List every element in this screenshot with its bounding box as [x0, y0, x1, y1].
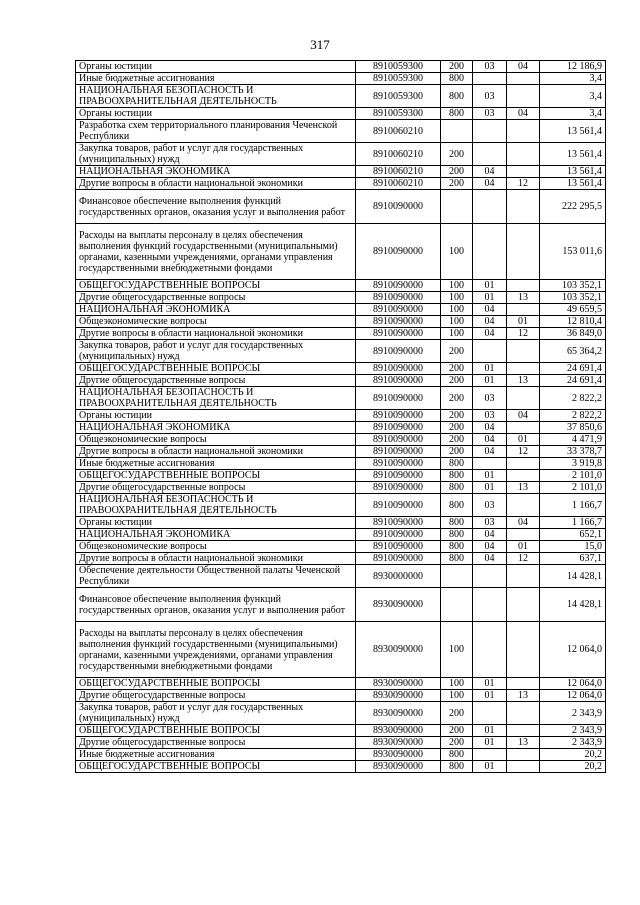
cell-name: ОБЩЕГОСУДАРСТВЕННЫЕ ВОПРОСЫ	[76, 470, 356, 482]
cell-amount: 3,4	[540, 85, 606, 108]
cell-name: Другие общегосударственные вопросы	[76, 375, 356, 387]
cell-section	[473, 120, 507, 143]
cell-target-article: 8930090000	[356, 737, 441, 749]
cell-subsection	[507, 387, 540, 410]
cell-section: 01	[473, 737, 507, 749]
cell-expense-type: 200	[441, 434, 473, 446]
cell-name: Органы юстиции	[76, 410, 356, 422]
table-row	[76, 328, 606, 340]
cell-name: НАЦИОНАЛЬНАЯ ЭКОНОМИКА	[76, 304, 356, 316]
cell-target-article: 8910090000	[356, 553, 441, 565]
cell-subsection: 04	[507, 108, 540, 120]
cell-subsection: 13	[507, 292, 540, 304]
table-row	[76, 143, 606, 166]
cell-section: 04	[473, 316, 507, 328]
cell-expense-type: 100	[441, 304, 473, 316]
table-row	[76, 529, 606, 541]
cell-target-article: 8910090000	[356, 304, 441, 316]
cell-subsection	[507, 702, 540, 725]
cell-name: Органы юстиции	[76, 517, 356, 529]
cell-amount: 24 691,4	[540, 375, 606, 387]
cell-subsection	[507, 749, 540, 761]
cell-subsection	[507, 725, 540, 737]
cell-target-article: 8910090000	[356, 280, 441, 292]
cell-amount: 12 810,4	[540, 316, 606, 328]
cell-amount: 103 352,1	[540, 280, 606, 292]
cell-amount: 3,4	[540, 108, 606, 120]
cell-name: Другие общегосударственные вопросы	[76, 292, 356, 304]
cell-target-article: 8910090000	[356, 375, 441, 387]
table-row	[76, 458, 606, 470]
cell-expense-type: 200	[441, 166, 473, 178]
cell-amount: 2 101,0	[540, 482, 606, 494]
cell-target-article: 8910090000	[356, 422, 441, 434]
cell-name: НАЦИОНАЛЬНАЯ ЭКОНОМИКА	[76, 529, 356, 541]
cell-expense-type	[441, 565, 473, 588]
cell-expense-type: 100	[441, 292, 473, 304]
cell-expense-type: 800	[441, 108, 473, 120]
cell-target-article: 8930090000	[356, 690, 441, 702]
table-row	[76, 387, 606, 410]
cell-section	[473, 622, 507, 678]
cell-section: 04	[473, 446, 507, 458]
cell-name: Иные бюджетные ассигнования	[76, 749, 356, 761]
table-row	[76, 120, 606, 143]
cell-section	[473, 190, 507, 224]
cell-name: НАЦИОНАЛЬНАЯ ЭКОНОМИКА	[76, 422, 356, 434]
cell-name: Разработка схем территориального планирования Чеченской Республики	[76, 120, 356, 143]
table-row	[76, 702, 606, 725]
cell-subsection	[507, 224, 540, 280]
cell-target-article: 8910059300	[356, 108, 441, 120]
cell-subsection	[507, 494, 540, 517]
cell-section: 03	[473, 85, 507, 108]
cell-target-article: 8910090000	[356, 363, 441, 375]
cell-subsection: 13	[507, 690, 540, 702]
cell-subsection	[507, 340, 540, 363]
cell-expense-type: 100	[441, 316, 473, 328]
cell-name: НАЦИОНАЛЬНАЯ БЕЗОПАСНОСТЬ И ПРАВООХРАНИТЕЛЬНАЯ ДЕЯТЕЛЬНОСТЬ	[76, 85, 356, 108]
cell-amount: 13 561,4	[540, 178, 606, 190]
cell-expense-type: 800	[441, 553, 473, 565]
cell-expense-type: 200	[441, 375, 473, 387]
cell-subsection: 04	[507, 410, 540, 422]
cell-section: 04	[473, 434, 507, 446]
cell-amount: 15,0	[540, 541, 606, 553]
cell-subsection	[507, 120, 540, 143]
cell-subsection	[507, 166, 540, 178]
table-row	[76, 280, 606, 292]
cell-expense-type: 200	[441, 725, 473, 737]
cell-expense-type: 800	[441, 482, 473, 494]
cell-expense-type: 800	[441, 517, 473, 529]
cell-amount: 3,4	[540, 73, 606, 85]
cell-name: Финансовое обеспечение выполнения функций государственных органов, оказания услуг и выполнения работ	[76, 190, 356, 224]
cell-section: 04	[473, 529, 507, 541]
cell-section: 01	[473, 690, 507, 702]
cell-name: Финансовое обеспечение выполнения функций государственных органов, оказания услуг и выполнения работ	[76, 588, 356, 622]
cell-target-article: 8910090000	[356, 224, 441, 280]
cell-section: 01	[473, 375, 507, 387]
cell-name: Закупка товаров, работ и услуг для государственных (муниципальных) нужд	[76, 143, 356, 166]
cell-expense-type: 200	[441, 410, 473, 422]
cell-section: 01	[473, 761, 507, 773]
cell-target-article: 8910060210	[356, 178, 441, 190]
table-row	[76, 108, 606, 120]
cell-section	[473, 143, 507, 166]
cell-name: НАЦИОНАЛЬНАЯ ЭКОНОМИКА	[76, 166, 356, 178]
cell-name: ОБЩЕГОСУДАРСТВЕННЫЕ ВОПРОСЫ	[76, 363, 356, 375]
cell-subsection	[507, 422, 540, 434]
table-row	[76, 178, 606, 190]
cell-target-article: 8910090000	[356, 328, 441, 340]
cell-name: Общеэкономические вопросы	[76, 434, 356, 446]
cell-expense-type	[441, 120, 473, 143]
cell-amount: 4 471,9	[540, 434, 606, 446]
table-row	[76, 470, 606, 482]
cell-expense-type: 200	[441, 178, 473, 190]
cell-section: 03	[473, 108, 507, 120]
cell-section: 03	[473, 387, 507, 410]
cell-section: 04	[473, 166, 507, 178]
cell-target-article: 8930090000	[356, 622, 441, 678]
cell-subsection	[507, 622, 540, 678]
cell-subsection	[507, 363, 540, 375]
cell-expense-type: 100	[441, 280, 473, 292]
cell-section	[473, 340, 507, 363]
cell-subsection	[507, 470, 540, 482]
cell-name: Закупка товаров, работ и услуг для государственных (муниципальных) нужд	[76, 702, 356, 725]
cell-target-article: 8910090000	[356, 541, 441, 553]
cell-expense-type: 200	[441, 61, 473, 73]
cell-amount: 222 295,5	[540, 190, 606, 224]
cell-name: НАЦИОНАЛЬНАЯ БЕЗОПАСНОСТЬ И ПРАВООХРАНИТЕЛЬНАЯ ДЕЯТЕЛЬНОСТЬ	[76, 387, 356, 410]
cell-name: Общеэкономические вопросы	[76, 541, 356, 553]
cell-name: Другие вопросы в области национальной экономики	[76, 553, 356, 565]
cell-amount: 2 822,2	[540, 410, 606, 422]
table-row	[76, 316, 606, 328]
cell-amount: 12 064,0	[540, 622, 606, 678]
table-row	[76, 622, 606, 678]
cell-subsection	[507, 678, 540, 690]
cell-section: 04	[473, 541, 507, 553]
cell-expense-type: 100	[441, 328, 473, 340]
cell-amount: 12 064,0	[540, 690, 606, 702]
table-row	[76, 61, 606, 73]
cell-name: Общеэкономические вопросы	[76, 316, 356, 328]
cell-subsection: 01	[507, 541, 540, 553]
cell-expense-type: 800	[441, 541, 473, 553]
cell-amount: 12 186,9	[540, 61, 606, 73]
table-row	[76, 737, 606, 749]
cell-subsection	[507, 529, 540, 541]
cell-target-article: 8930090000	[356, 678, 441, 690]
cell-target-article: 8910090000	[356, 316, 441, 328]
cell-subsection: 13	[507, 482, 540, 494]
cell-name: Органы юстиции	[76, 108, 356, 120]
cell-target-article: 8910090000	[356, 458, 441, 470]
table-row	[76, 482, 606, 494]
cell-target-article: 8910090000	[356, 190, 441, 224]
cell-target-article: 8910090000	[356, 517, 441, 529]
cell-name: Расходы на выплаты персоналу в целях обеспечения выполнения функций государственными (муниципальными) органами, казенными учреждениями, органами управления государственными внебюджетными фондами	[76, 224, 356, 280]
table-row	[76, 749, 606, 761]
cell-amount: 2 101,0	[540, 470, 606, 482]
cell-section: 04	[473, 553, 507, 565]
cell-name: НАЦИОНАЛЬНАЯ БЕЗОПАСНОСТЬ И ПРАВООХРАНИТЕЛЬНАЯ ДЕЯТЕЛЬНОСТЬ	[76, 494, 356, 517]
cell-section	[473, 458, 507, 470]
table-row	[76, 363, 606, 375]
cell-section: 01	[473, 363, 507, 375]
cell-amount: 103 352,1	[540, 292, 606, 304]
cell-target-article: 8910090000	[356, 482, 441, 494]
table-row	[76, 517, 606, 529]
cell-name: Другие общегосударственные вопросы	[76, 690, 356, 702]
cell-expense-type: 800	[441, 458, 473, 470]
cell-target-article: 8910090000	[356, 387, 441, 410]
cell-subsection: 13	[507, 375, 540, 387]
cell-expense-type: 800	[441, 494, 473, 517]
cell-section: 01	[473, 482, 507, 494]
cell-expense-type: 800	[441, 73, 473, 85]
cell-target-article: 8930000000	[356, 565, 441, 588]
cell-target-article: 8910060210	[356, 120, 441, 143]
cell-amount: 2 822,2	[540, 387, 606, 410]
cell-target-article: 8930090000	[356, 761, 441, 773]
cell-section: 01	[473, 470, 507, 482]
cell-name: Другие вопросы в области национальной экономики	[76, 178, 356, 190]
cell-target-article: 8930090000	[356, 749, 441, 761]
table-row	[76, 434, 606, 446]
cell-target-article: 8910090000	[356, 470, 441, 482]
cell-amount: 2 343,9	[540, 725, 606, 737]
cell-section: 01	[473, 292, 507, 304]
cell-section: 01	[473, 678, 507, 690]
cell-subsection: 01	[507, 316, 540, 328]
cell-subsection	[507, 565, 540, 588]
cell-target-article: 8910059300	[356, 61, 441, 73]
cell-expense-type: 800	[441, 85, 473, 108]
cell-section: 03	[473, 61, 507, 73]
cell-expense-type: 200	[441, 737, 473, 749]
cell-section: 01	[473, 725, 507, 737]
cell-expense-type: 100	[441, 224, 473, 280]
cell-name: Иные бюджетные ассигнования	[76, 73, 356, 85]
cell-amount: 13 561,4	[540, 120, 606, 143]
cell-expense-type: 200	[441, 422, 473, 434]
table-row	[76, 565, 606, 588]
cell-name: ОБЩЕГОСУДАРСТВЕННЫЕ ВОПРОСЫ	[76, 280, 356, 292]
cell-expense-type: 800	[441, 749, 473, 761]
cell-target-article: 8910090000	[356, 446, 441, 458]
cell-amount: 20,2	[540, 749, 606, 761]
cell-amount: 33 378,7	[540, 446, 606, 458]
cell-section: 03	[473, 494, 507, 517]
cell-target-article: 8910090000	[356, 292, 441, 304]
table-row	[76, 588, 606, 622]
table-row	[76, 541, 606, 553]
budget-table-body	[76, 61, 606, 773]
cell-section: 03	[473, 410, 507, 422]
cell-amount: 36 849,0	[540, 328, 606, 340]
cell-expense-type	[441, 588, 473, 622]
cell-amount: 637,1	[540, 553, 606, 565]
cell-section: 04	[473, 304, 507, 316]
cell-subsection	[507, 85, 540, 108]
cell-expense-type: 100	[441, 622, 473, 678]
cell-subsection: 12	[507, 178, 540, 190]
cell-expense-type: 200	[441, 363, 473, 375]
cell-section	[473, 588, 507, 622]
table-row	[76, 73, 606, 85]
cell-section	[473, 702, 507, 725]
cell-expense-type: 200	[441, 387, 473, 410]
cell-subsection	[507, 143, 540, 166]
cell-name: ОБЩЕГОСУДАРСТВЕННЫЕ ВОПРОСЫ	[76, 761, 356, 773]
cell-section: 04	[473, 422, 507, 434]
cell-target-article: 8910060210	[356, 166, 441, 178]
cell-name: ОБЩЕГОСУДАРСТВЕННЫЕ ВОПРОСЫ	[76, 678, 356, 690]
budget-table	[75, 60, 606, 773]
cell-section	[473, 73, 507, 85]
cell-section	[473, 565, 507, 588]
cell-expense-type: 800	[441, 761, 473, 773]
table-row	[76, 422, 606, 434]
cell-name: Другие общегосударственные вопросы	[76, 482, 356, 494]
cell-expense-type: 800	[441, 529, 473, 541]
table-row	[76, 410, 606, 422]
cell-expense-type: 200	[441, 340, 473, 363]
cell-amount: 2 343,9	[540, 702, 606, 725]
cell-target-article: 8910090000	[356, 410, 441, 422]
cell-name: Иные бюджетные ассигнования	[76, 458, 356, 470]
cell-amount: 65 364,2	[540, 340, 606, 363]
cell-amount: 652,1	[540, 529, 606, 541]
cell-target-article: 8910059300	[356, 73, 441, 85]
cell-target-article: 8910090000	[356, 494, 441, 517]
cell-amount: 13 561,4	[540, 166, 606, 178]
cell-subsection: 13	[507, 737, 540, 749]
cell-expense-type: 200	[441, 143, 473, 166]
cell-amount: 14 428,1	[540, 588, 606, 622]
cell-section: 01	[473, 280, 507, 292]
cell-name: Органы юстиции	[76, 61, 356, 73]
table-row	[76, 304, 606, 316]
cell-subsection: 12	[507, 328, 540, 340]
cell-expense-type: 800	[441, 470, 473, 482]
table-row	[76, 494, 606, 517]
table-row	[76, 166, 606, 178]
cell-target-article: 8930090000	[356, 702, 441, 725]
cell-target-article: 8910090000	[356, 434, 441, 446]
cell-amount: 24 691,4	[540, 363, 606, 375]
cell-target-article: 8910060210	[356, 143, 441, 166]
cell-subsection	[507, 304, 540, 316]
table-row	[76, 446, 606, 458]
cell-name: Расходы на выплаты персоналу в целях обеспечения выполнения функций государственными (муниципальными) органами, казенными учреждениями, органами управления государственными внебюджетными фондами	[76, 622, 356, 678]
cell-name: Другие вопросы в области национальной экономики	[76, 446, 356, 458]
cell-amount: 49 659,5	[540, 304, 606, 316]
table-row	[76, 85, 606, 108]
cell-subsection	[507, 761, 540, 773]
table-row	[76, 375, 606, 387]
cell-name: Другие общегосударственные вопросы	[76, 737, 356, 749]
cell-subsection	[507, 588, 540, 622]
cell-name: Обеспечение деятельности Общественной палаты Чеченской Республики	[76, 565, 356, 588]
table-row	[76, 725, 606, 737]
table-row	[76, 340, 606, 363]
cell-amount: 12 064,0	[540, 678, 606, 690]
cell-name: ОБЩЕГОСУДАРСТВЕННЫЕ ВОПРОСЫ	[76, 725, 356, 737]
cell-expense-type: 100	[441, 690, 473, 702]
cell-section: 03	[473, 517, 507, 529]
cell-expense-type: 200	[441, 702, 473, 725]
cell-amount: 2 343,9	[540, 737, 606, 749]
cell-name: Другие вопросы в области национальной экономики	[76, 328, 356, 340]
cell-subsection: 04	[507, 517, 540, 529]
cell-target-article: 8910090000	[356, 529, 441, 541]
cell-amount: 37 850,6	[540, 422, 606, 434]
table-row	[76, 292, 606, 304]
cell-section	[473, 749, 507, 761]
cell-name: Закупка товаров, работ и услуг для государственных (муниципальных) нужд	[76, 340, 356, 363]
cell-target-article: 8930090000	[356, 725, 441, 737]
table-row	[76, 224, 606, 280]
cell-subsection: 01	[507, 434, 540, 446]
cell-amount: 20,2	[540, 761, 606, 773]
cell-section: 04	[473, 178, 507, 190]
cell-subsection: 12	[507, 553, 540, 565]
cell-subsection	[507, 280, 540, 292]
cell-expense-type: 100	[441, 678, 473, 690]
cell-amount: 14 428,1	[540, 565, 606, 588]
cell-subsection	[507, 73, 540, 85]
cell-amount: 1 166,7	[540, 494, 606, 517]
cell-section	[473, 224, 507, 280]
cell-subsection: 04	[507, 61, 540, 73]
cell-target-article: 8910059300	[356, 85, 441, 108]
cell-amount: 3 919,8	[540, 458, 606, 470]
cell-target-article: 8910090000	[356, 340, 441, 363]
cell-subsection	[507, 458, 540, 470]
cell-amount: 1 166,7	[540, 517, 606, 529]
cell-expense-type	[441, 190, 473, 224]
cell-amount: 13 561,4	[540, 143, 606, 166]
cell-target-article: 8930090000	[356, 588, 441, 622]
table-row	[76, 761, 606, 773]
table-row	[76, 553, 606, 565]
cell-subsection	[507, 190, 540, 224]
cell-amount: 153 011,6	[540, 224, 606, 280]
table-row	[76, 190, 606, 224]
table-row	[76, 678, 606, 690]
cell-section: 04	[473, 328, 507, 340]
page-number: 317	[310, 37, 330, 52]
table-row	[76, 690, 606, 702]
cell-expense-type: 200	[441, 446, 473, 458]
cell-subsection: 12	[507, 446, 540, 458]
